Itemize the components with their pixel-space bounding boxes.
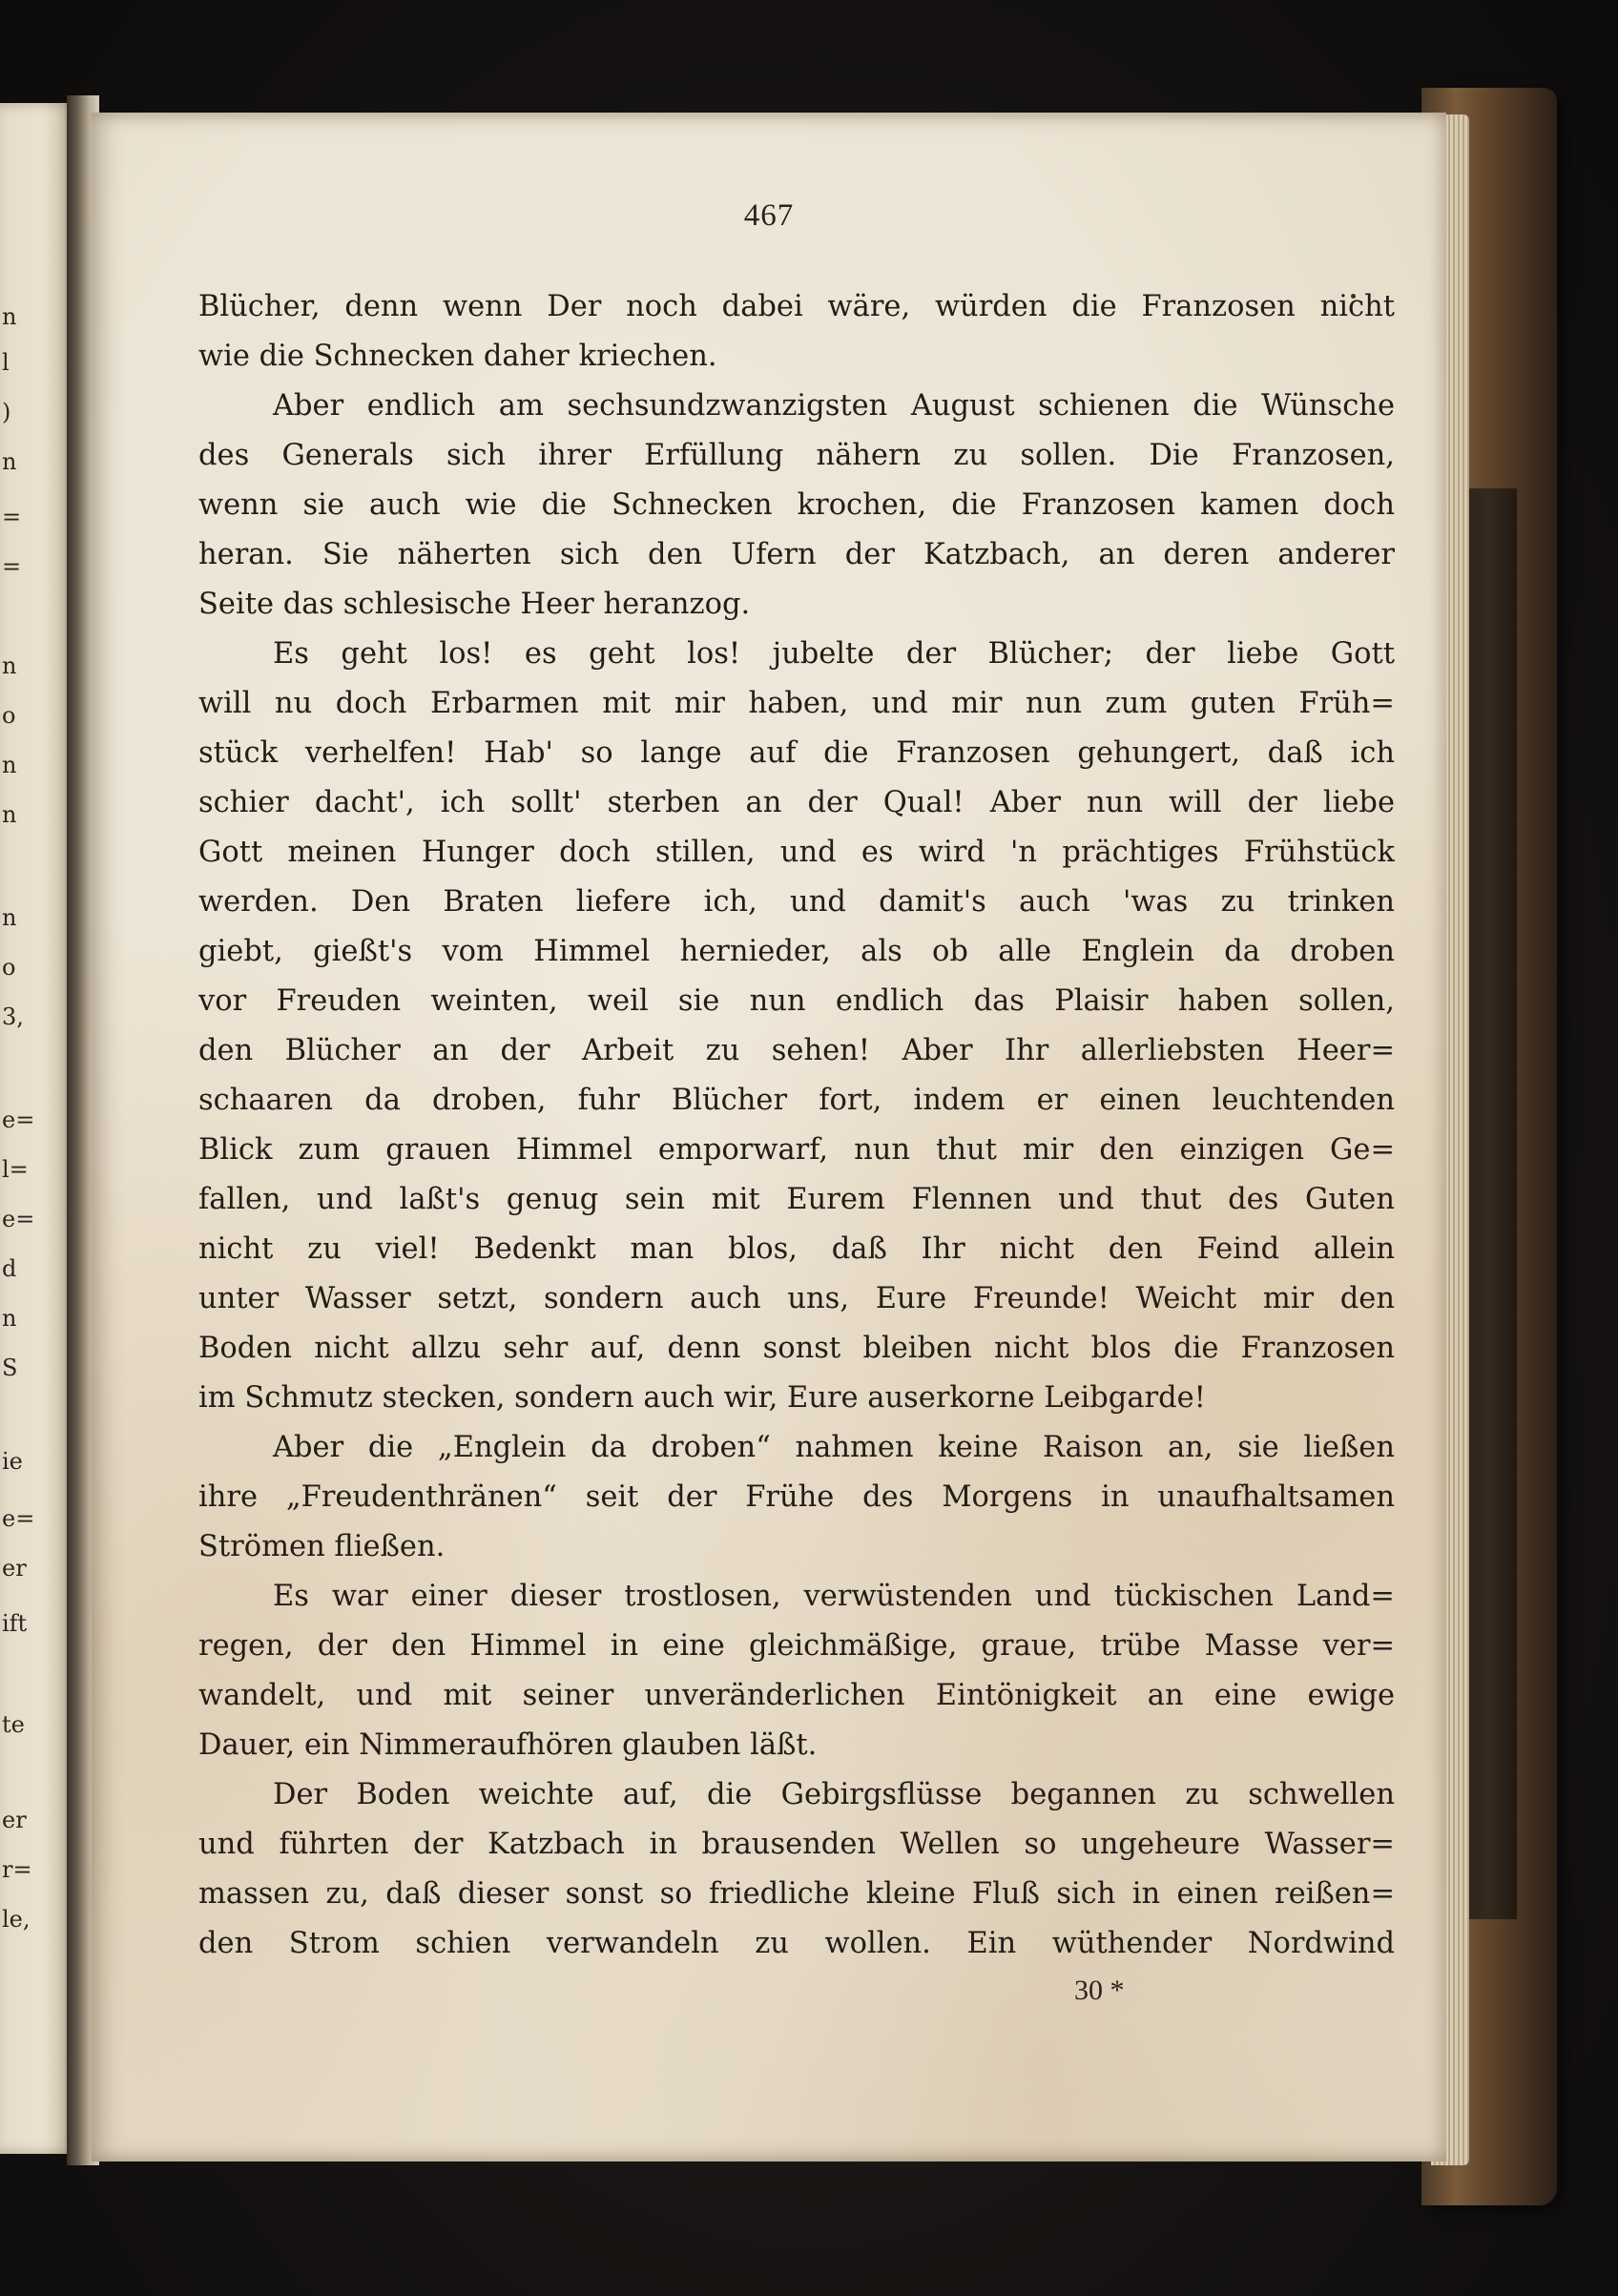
page-number: 467 [743,198,795,233]
facing-page-fragment: e= [2,1107,35,1133]
text-line: den Blücher an der Arbeit zu sehen! Aber Ihr allerliebsten Heer= [198,1034,1395,1067]
text-line: des Generals sich ihrer Erfüllung nähern zu sollen. Die Franzosen, [198,439,1395,472]
facing-page-fragment: o [2,954,16,981]
facing-page-fragment: n [2,448,17,475]
text-line: Es geht los! es geht los! jubelte der Blücher; der liebe Gott [273,637,1395,671]
facing-page-fragment: S [2,1355,18,1381]
facing-page-fragment: l= [2,1156,29,1183]
facing-page-fragment: n [2,752,17,778]
facing-page-fragment: e= [2,1505,35,1532]
text-line: Blücher, denn wenn Der noch dabei wäre, würden die Franzosen nicht [198,290,1395,323]
facing-page-fragment: 3, [2,1003,24,1030]
text-line: heran. Sie näherten sich den Ufern der Katzbach, an deren anderer [198,538,1395,571]
facing-page-fragment: n [2,303,17,330]
facing-page-fragment: = [2,553,22,580]
text-line: schier dacht', ich sollt' sterben an der Qual! Aber nun will der liebe [198,786,1395,819]
facing-page-edge [0,103,74,2154]
text-line: Der Boden weichte auf, die Gebirgsflüsse begannen zu schwellen [273,1778,1395,1811]
facing-page-fragment: l [2,349,10,376]
facing-page-fragment: n [2,652,17,679]
text-line: wie die Schnecken daher kriechen. [198,340,717,373]
facing-page-fragment: n [2,904,17,931]
facing-page-fragment: n [2,801,17,828]
facing-page-fragment: te [2,1711,25,1738]
signature-mark: 30 * [1074,1975,1125,2006]
text-line: Aber die „Englein da droben“ nahmen keine Raison an, sie ließen [273,1431,1395,1464]
text-line: wandelt, und mit seiner unveränderlichen Eintönigkeit an eine ewige [198,1679,1395,1712]
facing-page-fragment: ) [2,399,11,425]
text-line: unter Wasser setzt, sondern auch uns, Eure Freunde! Weicht mir den [198,1282,1395,1315]
facing-page-fragment: er [2,1555,27,1582]
text-line: Seite das schlesische Heer heranzog. [198,588,751,621]
text-line: wenn sie auch wie die Schnecken krochen, die Franzosen kamen doch [198,488,1395,522]
facing-page-fragment: ift [2,1610,28,1637]
text-line: schaaren da droben, fuhr Blücher fort, indem er einen leuchtenden [198,1084,1395,1117]
text-line: Strömen fließen. [198,1530,446,1563]
facing-page-fragment: o [2,702,16,729]
facing-page-fragment: d [2,1255,17,1282]
text-line: will nu doch Erbarmen mit mir haben, und mir nun zum guten Früh= [198,687,1395,720]
text-line: nicht zu viel! Bedenkt man blos, daß Ihr nicht den Feind allein [198,1232,1395,1266]
text-line: werden. Den Braten liefere ich, und damit's auch 'was zu trinken [198,885,1395,919]
text-line: Gott meinen Hunger doch stillen, und es wird 'n prächtiges Frühstück [198,836,1395,869]
text-line: und führten der Katzbach in brausenden Wellen so ungeheure Wasser= [198,1828,1395,1861]
text-line: regen, der den Himmel in eine gleichmäßige, graue, trübe Masse ver= [198,1629,1395,1663]
text-line: Es war einer dieser trostlosen, verwüstenden und tückischen Land= [273,1580,1395,1613]
text-line: Blick zum grauen Himmel emporwarf, nun thut mir den einzigen Ge= [198,1133,1395,1167]
facing-page-fragment: n [2,1305,17,1332]
text-line: ihre „Freudenthränen“ seit der Frühe des Morgens in unaufhaltsamen [198,1480,1395,1514]
text-line: Dauer, ein Nimmeraufhören glauben läßt. [198,1728,818,1762]
facing-page-fragment: r= [2,1856,32,1883]
text-line: Boden nicht allzu sehr auf, denn sonst bleiben nicht blos die Franzosen [198,1332,1395,1365]
page-body-text [198,282,1395,1969]
text-line: stück verhelfen! Hab' so lange auf die Franzosen gehungert, daß ich [198,736,1395,770]
facing-page-fragment: = [2,504,22,530]
text-line: Aber endlich am sechsundzwanzigsten August schienen die Wünsche [273,389,1395,423]
facing-page-fragment: e= [2,1206,35,1232]
facing-page-fragment: er [2,1807,27,1833]
text-line: massen zu, daß dieser sonst so friedliche kleine Fluß sich in einen reißen= [198,1877,1395,1911]
text-line: den Strom schien verwandeln zu wollen. Ein wüthender Nordwind [198,1927,1395,1960]
text-line: giebt, gießt's vom Himmel hernieder, als ob alle Englein da droben [198,935,1395,968]
facing-page-fragment: le, [2,1906,31,1933]
book-page [92,113,1446,2162]
text-line: im Schmutz stecken, sondern auch wir, Eure auserkorne Leibgarde! [198,1381,1206,1415]
text-line: vor Freuden weinten, weil sie nun endlich das Plaisir haben sollen, [198,984,1395,1018]
facing-page-fragment: ie [2,1448,23,1475]
text-line: fallen, und laßt's genug sein mit Eurem Flennen und thut des Guten [198,1183,1395,1216]
